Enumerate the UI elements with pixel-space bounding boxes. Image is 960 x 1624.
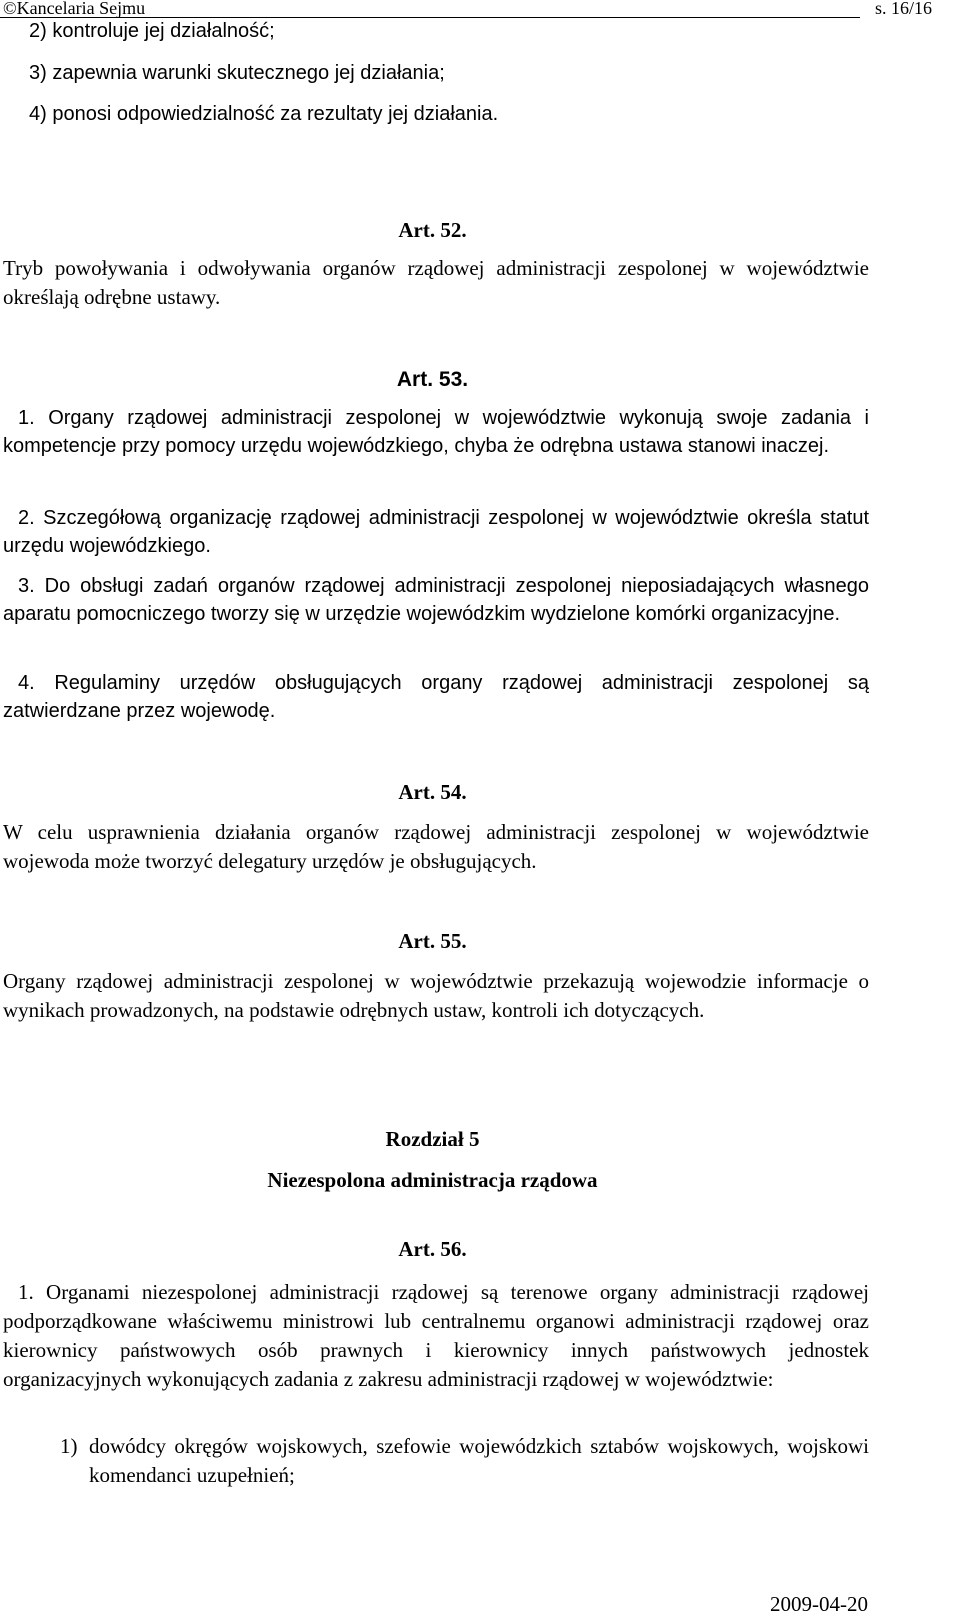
article-56-title: Art. 56. <box>398 1237 467 1261</box>
list-item: 2) kontroluje jej działalność; <box>29 20 275 42</box>
list-item-number: 1) <box>60 1434 78 1458</box>
paragraph-number: 4. <box>18 672 35 694</box>
article-54-text: W celu usprawnienia działania organów rządowej administracji zespolonej w województwie wojewoda może tworzyć delegatury urzędów je obsługujących. <box>3 820 869 873</box>
article-54-title: Art. 54. <box>398 780 467 804</box>
paragraph-number: 2. <box>18 507 35 529</box>
paragraph-text: Regulaminy urzędów obsługujących organy rządowej administracji zespolonej są zatwierdzane przez wojewodę. <box>3 672 869 722</box>
article-53-paragraph-2 <box>3 504 869 560</box>
list-item: 4) ponosi odpowiedzialność za rezultaty jej działania. <box>29 103 499 125</box>
article-55-text: Organy rządowej administracji zespolonej w województwie przekazują wojewodzie informacje o wynikach prowadzonych, na podstawie odrębnych ustaw, kontroli ich dotyczących. <box>3 969 869 1022</box>
paragraph-text: Do obsługi zadań organów rządowej administracji zespolonej nieposiadających własnego aparatu pomocniczego tworzy się w urzędzie wojewódzkim wydzielone komórki organizacyjne. <box>3 575 869 625</box>
article-53-paragraph-4 <box>3 669 869 725</box>
article-55-title: Art. 55. <box>398 929 467 953</box>
article-56-list-item-1 <box>60 1432 869 1490</box>
article-53-title: Art. 53. <box>396 368 469 391</box>
header-page-number: s. 16/16 <box>874 0 932 18</box>
chapter-title: Niezespolona administracja rządowa <box>267 1168 598 1192</box>
paragraph-number: 1. <box>18 407 35 429</box>
list-item-text: dowódcy okręgów wojskowych, szefowie wojewódzkich sztabów wojskowych, wojskowi komendanci uzupełnień; <box>89 1434 869 1487</box>
paragraph-text: Szczegółową organizację rządowej administracji zespolonej w województwie określa statut urzędu wojewódzkiego. <box>3 507 869 557</box>
header-copyright: ©Kancelaria Sejmu <box>3 0 146 18</box>
footer-date: 2009-04-20 <box>770 1592 868 1616</box>
article-52-text: Tryb powoływania i odwoływania organów rządowej administracji zespolonej w województwie określają odrębne ustawy. <box>3 256 869 309</box>
paragraph-number: 3. <box>18 575 35 597</box>
list-item: 3) zapewnia warunki skutecznego jej działania; <box>29 62 445 84</box>
paragraph-text: Organami niezespolonej administracji rządowej są terenowe organy administracji rządowej podporządkowane właściwemu ministrowi lub centralnemu organowi administracji rządowej oraz kierownicy państwowych osób prawnych i kierownicy innych państwowych jednostek organizacyjnych wykonujących zadania z zakresu administracji rządowej w województwie: <box>3 1280 869 1391</box>
paragraph-text: Organy rządowej administracji zespolonej w województwie wykonują swoje zadania i kompetencje przy pomocy urzędu wojewódzkiego, chyba że odrębna ustawa stanowi inaczej. <box>3 407 870 457</box>
article-52-title: Art. 52. <box>398 218 467 242</box>
article-53-paragraph-1 <box>3 404 869 460</box>
article-53-paragraph-3 <box>3 572 869 628</box>
chapter-number: Rozdział 5 <box>385 1127 480 1151</box>
article-56-paragraph-1 <box>3 1278 869 1394</box>
paragraph-number: 1. <box>18 1280 34 1304</box>
